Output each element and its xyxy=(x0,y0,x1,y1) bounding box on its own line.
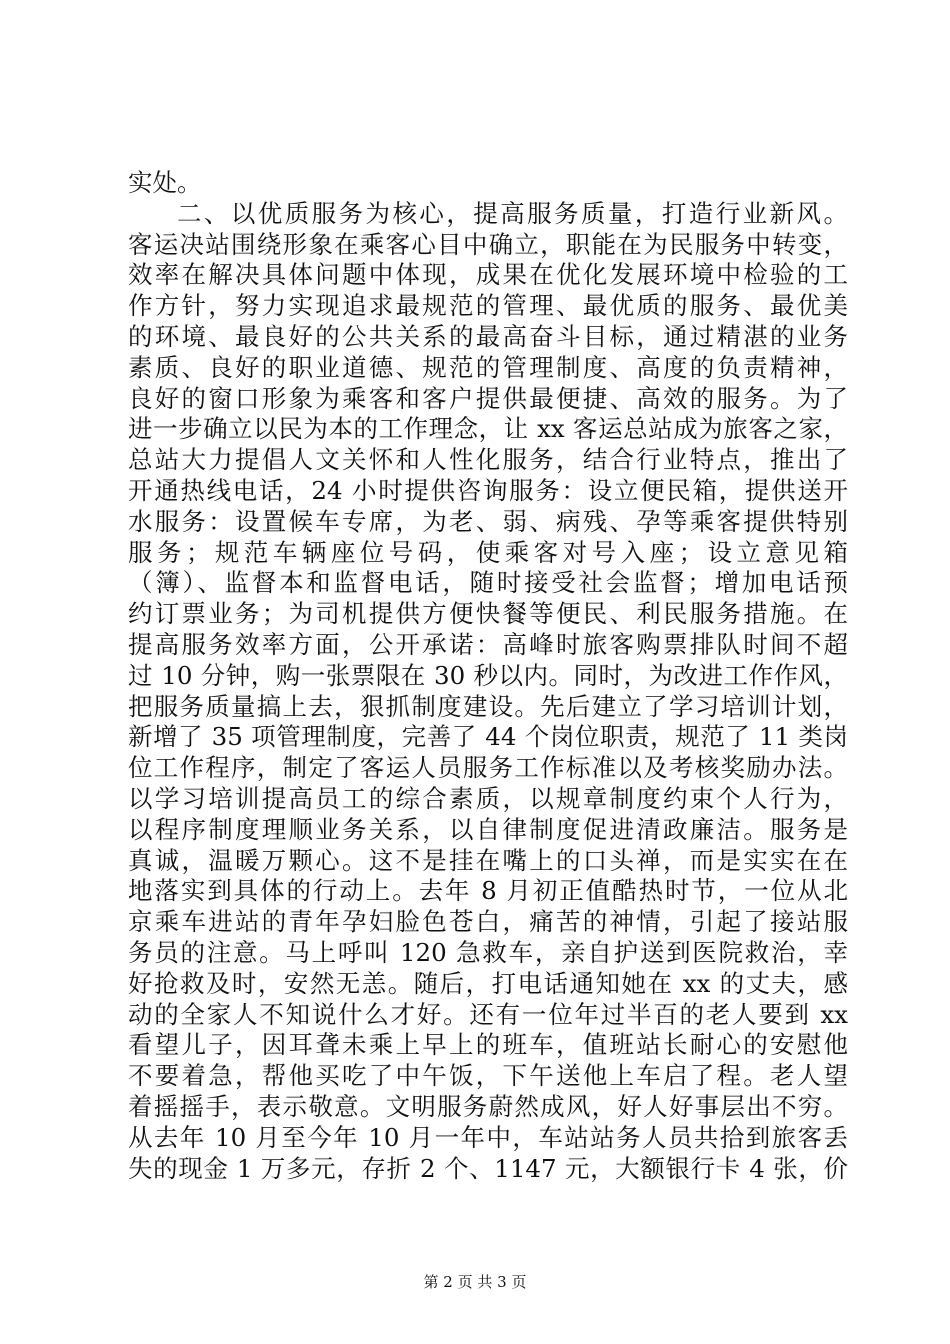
text-line: 总站大力提倡人文关怀和人性化服务，结合行业特点，推出了 xyxy=(128,445,848,475)
text-line: 务员的注意。马上呼叫 120 急救车，亲自护送到医院救治，幸 xyxy=(128,937,848,967)
text-line: 着摇摇手，表示敬意。文明服务蔚然成风，好人好事层出不穷。 xyxy=(128,1091,848,1121)
page-number-footer: 第 2 页 共 3 页 xyxy=(423,1273,527,1291)
body-text xyxy=(128,168,848,1184)
text-line: 以学习培训提高员工的综合素质，以规章制度约束个人行为， xyxy=(128,783,848,813)
text-line: 服务；规范车辆座位号码，使乘客对号入座；设立意见箱 xyxy=(128,537,848,567)
text-line: 新增了 35 项管理制度，完善了 44 个岗位职责，规范了 11 类岗 xyxy=(128,722,848,752)
text-line: 地落实到具体的行动上。去年 8 月初正值酷热时节，一位从北 xyxy=(128,876,848,906)
text-line: 素质、良好的职业道德、规范的管理制度、高度的负责精神， xyxy=(128,352,848,382)
text-line: （簿）、监督本和监督电话，随时接受社会监督；增加电话预 xyxy=(128,568,848,598)
text-line: 实处。 xyxy=(128,168,202,197)
text-line: 效率在解决具体问题中体现，成果在优化发展环境中检验的工 xyxy=(128,260,848,290)
text-line: 客运决站围绕形象在乘客心目中确立，职能在为民服务中转变， xyxy=(128,229,848,259)
text-line: 真诚，温暖万颗心。这不是挂在嘴上的口头禅，而是实实在在 xyxy=(128,845,848,875)
text-line: 提高服务效率方面，公开承诺：高峰时旅客购票排队时间不超 xyxy=(128,629,848,659)
text-line: 不要着急，帮他买吃了中午饭，下午送他上车启了程。老人望 xyxy=(128,1061,848,1091)
text-line: 看望儿子，因耳聋未乘上早上的班车，值班站长耐心的安慰他 xyxy=(128,1030,848,1060)
text-line: 良好的窗口形象为乘客和客户提供最便捷、高效的服务。为了 xyxy=(128,383,848,413)
text-line: 作方针，努力实现追求最规范的管理、最优质的服务、最优美 xyxy=(128,291,848,321)
text-line: 过 10 分钟，购一张票限在 30 秒以内。同时，为改进工作作风， xyxy=(128,660,848,690)
text-line: 京乘车进站的青年孕妇脸色苍白，痛苦的神情，引起了接站服 xyxy=(128,907,848,937)
text-line: 的环境、最良好的公共关系的最高奋斗目标，通过精湛的业务 xyxy=(128,321,848,351)
text-line: 好抢救及时，安然无恙。随后，打电话通知她在 xx 的丈夫，感 xyxy=(128,968,848,998)
text-line: 从去年 10 月至今年 10 月一年中，车站站务人员共拾到旅客丢 xyxy=(128,1122,848,1152)
text-line: 动的全家人不知说什么才好。还有一位年过半百的老人要到 xx xyxy=(128,999,848,1029)
text-line: 约订票业务；为司机提供方便快餐等便民、利民服务措施。在 xyxy=(128,599,848,629)
text-line: 二、以优质服务为核心，提高服务质量，打造行业新风。 xyxy=(177,198,848,228)
text-line: 水服务：设置候车专席，为老、弱、病残、孕等乘客提供特别 xyxy=(128,506,848,536)
text-line: 进一步确立以民为本的工作理念，让 xx 客运总站成为旅客之家， xyxy=(128,414,848,444)
text-line: 失的现金 1 万多元，存折 2 个、1147 元，大额银行卡 4 张，价 xyxy=(128,1153,848,1183)
text-line: 以程序制度理顺业务关系，以自律制度促进清政廉洁。服务是 xyxy=(128,814,848,844)
text-line: 把服务质量搞上去，狠抓制度建设。先后建立了学习培训计划， xyxy=(128,691,848,721)
text-line: 开通热线电话，24 小时提供咨询服务：设立便民箱，提供送开 xyxy=(128,475,848,505)
text-line: 位工作程序，制定了客运人员服务工作标准以及考核奖励办法。 xyxy=(128,753,848,783)
